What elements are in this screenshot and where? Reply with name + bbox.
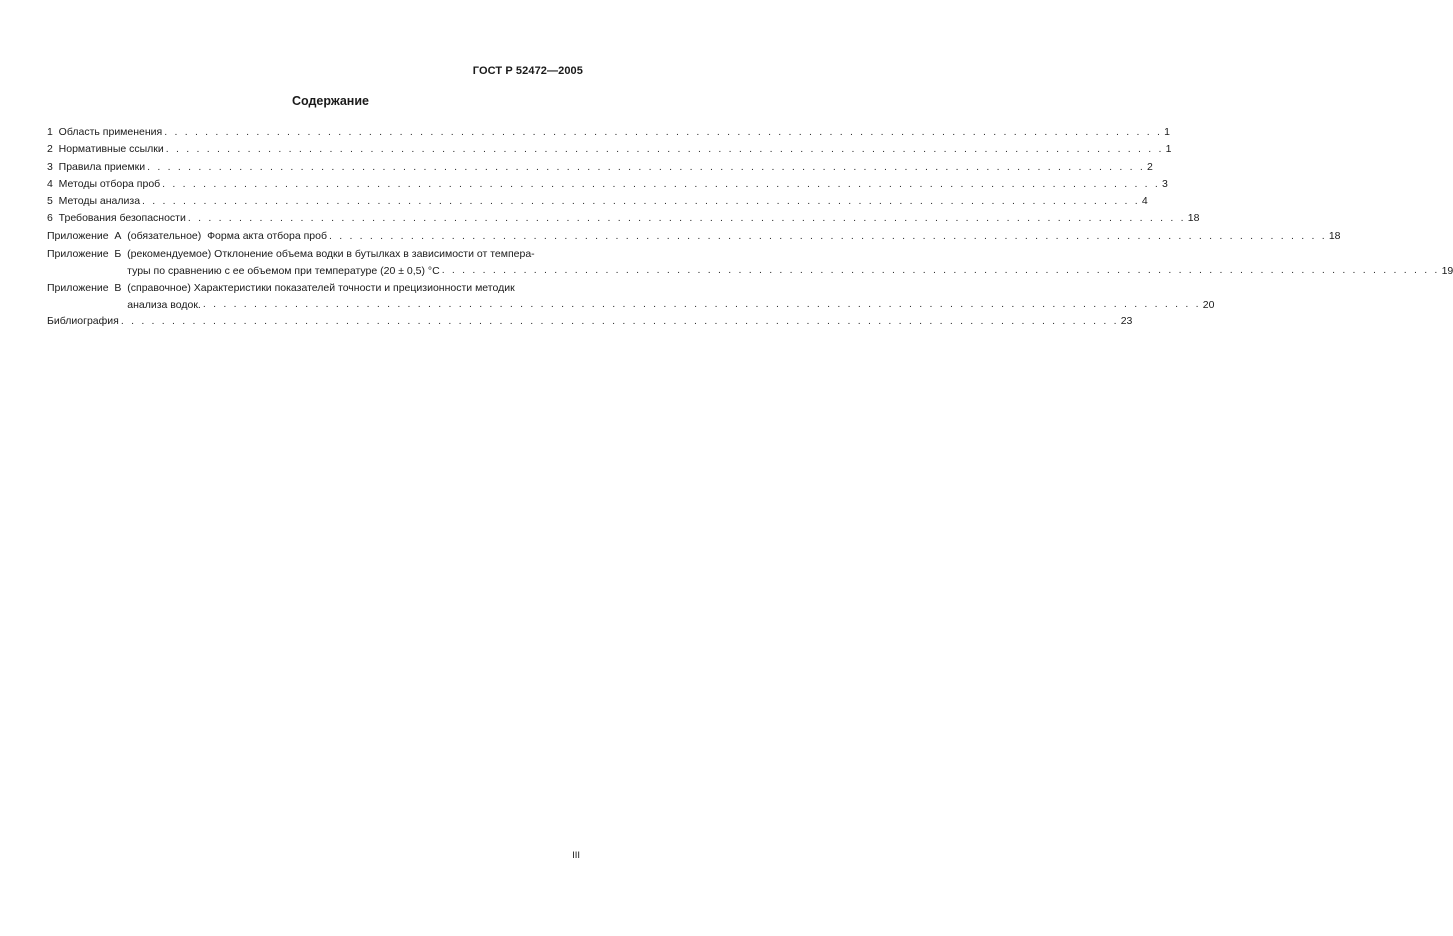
toc-item-page: 2 <box>1147 160 1153 173</box>
toc-item-page: 18 <box>1187 212 1200 225</box>
annex-line-2: анализа водок. <box>127 299 201 312</box>
toc-title: Содержание <box>291 94 369 108</box>
toc-item[interactable] <box>47 160 1153 178</box>
toc-item-label: 5 Методы анализа <box>47 195 141 208</box>
annex-line-2: туры по сравнению с ее объемом при температуре (20 ± 0,5) °С <box>127 265 440 278</box>
toc-item-label: 6 Требования безопасности <box>47 212 186 225</box>
annex-line-1: (рекомендуемое) Отклонение объема водки в бутылках в зависимости от темпера- <box>127 248 535 261</box>
toc-item-label: 1 Область применения <box>47 126 163 138</box>
table-of-contents <box>47 126 1453 332</box>
toc-item-label: 2 Нормативные ссылки <box>47 143 164 156</box>
toc-item-page: 19 <box>1441 265 1453 278</box>
page-number: III <box>572 850 580 861</box>
annex-lead: Приложение В <box>47 282 128 295</box>
toc-item[interactable] <box>47 177 1168 195</box>
toc-item-page: 4 <box>1141 195 1148 208</box>
toc-item[interactable] <box>47 212 1200 229</box>
annex-lead: Приложение Б <box>47 248 128 261</box>
toc-item-label: 3 Правила приемки <box>47 160 146 173</box>
toc-annex-b[interactable] <box>47 247 1453 278</box>
toc-item-page: 23 <box>1120 315 1133 328</box>
dot-leader <box>329 230 1327 243</box>
dot-leader <box>162 178 1160 191</box>
dot-leader <box>121 315 1119 328</box>
toc-item[interactable] <box>47 195 1148 212</box>
dot-leader <box>142 195 1140 208</box>
toc-annex-a[interactable] <box>47 229 1341 247</box>
toc-annex-c[interactable] <box>47 281 1215 312</box>
toc-item-label: Приложение А (обязательное) Форма акта отбора проб <box>47 229 327 242</box>
dot-leader <box>147 161 1145 174</box>
toc-item-page: 3 <box>1162 177 1168 190</box>
dot-leader <box>442 264 1440 277</box>
toc-item[interactable] <box>47 143 1172 160</box>
toc-item-page: 20 <box>1202 299 1215 312</box>
toc-item[interactable] <box>47 126 1170 143</box>
dot-leader <box>203 298 1201 311</box>
document-code: ГОСТ Р 52472—2005 <box>472 65 583 77</box>
toc-item-label: Библиография <box>47 315 119 328</box>
toc-item-label: 4 Методы отбора проб <box>47 177 161 190</box>
toc-item-page: 18 <box>1328 229 1341 242</box>
dot-leader <box>166 143 1164 156</box>
toc-item-page: 1 <box>1165 143 1172 156</box>
annex-line-1: (справочное) Характеристики показателей точности и прецизионности методик <box>127 282 515 295</box>
toc-bibliography[interactable] <box>47 315 1133 332</box>
toc-item-page: 1 <box>1164 126 1170 138</box>
dot-leader <box>188 212 1186 225</box>
dot-leader <box>164 126 1162 139</box>
